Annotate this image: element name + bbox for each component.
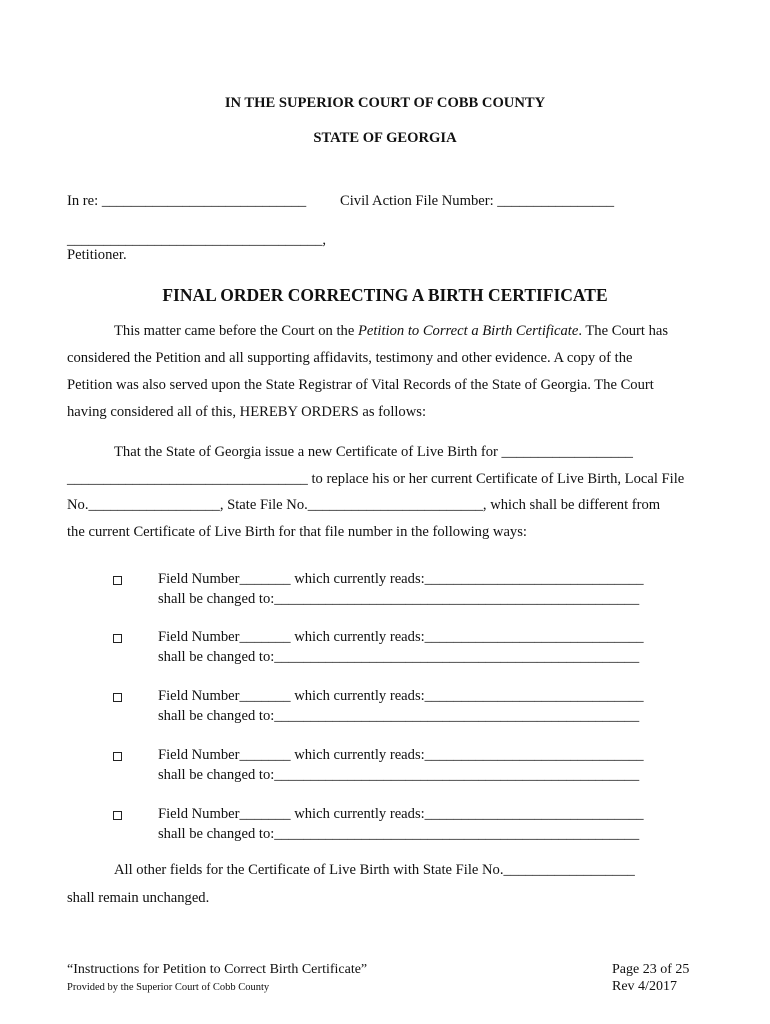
checkbox[interactable] [113, 634, 122, 643]
petition-title-italic: Petition to Correct a Birth Certificate [357, 323, 579, 339]
closing-line2: shall remain unchanged. [67, 890, 210, 906]
paragraph1-line3: Petition was also served upon the State Registrar of Vital Records of the State of Georgia. The Court [67, 377, 654, 393]
footer-revision: Rev 4/2017 [612, 979, 677, 994]
paragraph1-line1 [114, 324, 668, 339]
footer-page-number: Page 23 of 25 [612, 962, 690, 977]
checkbox[interactable] [113, 811, 122, 820]
checkbox[interactable] [113, 752, 122, 761]
field-shall-be-changed: shall be changed to:__________________________________________________ [158, 649, 640, 665]
court-heading: IN THE SUPERIOR COURT OF COBB COUNTY [224, 95, 546, 111]
field-shall-be-changed: shall be changed to:__________________________________________________ [158, 767, 640, 783]
paragraph2-line2: _________________________________ to replace his or her current Certificate of Live Birth, Local File [67, 471, 685, 487]
petitioner-blank: ___________________________________, [67, 232, 327, 248]
paragraph1-line2: considered the Petition and all supporting affidavits, testimony and other evidence. A copy of the [67, 350, 633, 366]
checkbox[interactable] [113, 693, 122, 702]
field-currently-reads: Field Number_______ which currently reads:______________________________ [158, 571, 644, 587]
field-currently-reads: Field Number_______ which currently reads:______________________________ [158, 688, 644, 704]
in-re-line: In re: ____________________________ [67, 193, 307, 209]
petitioner-label: Petitioner. [67, 247, 127, 263]
closing-line1: All other fields for the Certificate of Live Birth with State File No.__________________ [114, 862, 635, 878]
state-heading: STATE OF GEORGIA [313, 130, 457, 146]
field-currently-reads: Field Number_______ which currently reads:______________________________ [158, 747, 644, 763]
footer-provided-by: Provided by the Superior Court of Cobb County [67, 982, 270, 993]
field-shall-be-changed: shall be changed to:__________________________________________________ [158, 826, 640, 842]
paragraph2-line1: That the State of Georgia issue a new Certificate of Live Birth for __________________ [114, 444, 633, 460]
paragraph1-line1-text: This matter came before the Court on the [114, 323, 358, 339]
field-currently-reads: Field Number_______ which currently reads:______________________________ [158, 806, 644, 822]
document-title: FINAL ORDER CORRECTING A BIRTH CERTIFICATE [162, 285, 608, 305]
field-shall-be-changed: shall be changed to:__________________________________________________ [158, 591, 640, 607]
checkbox[interactable] [113, 576, 122, 585]
field-shall-be-changed: shall be changed to:__________________________________________________ [158, 708, 640, 724]
civil-action-file-number: Civil Action File Number: ________________ [340, 193, 615, 209]
paragraph2-line3: No.__________________, State File No.________________________, which shall be different from [67, 497, 661, 513]
footer-instructions-title: “Instructions for Petition to Correct Birth Certificate” [67, 962, 368, 977]
field-currently-reads: Field Number_______ which currently reads:______________________________ [158, 629, 644, 645]
paragraph1-line1-end: . The Court has [578, 323, 669, 339]
paragraph2-line4: the current Certificate of Live Birth for that file number in the following ways: [67, 524, 527, 540]
paragraph1-line4: having considered all of this, HEREBY ORDERS as follows: [67, 404, 427, 420]
